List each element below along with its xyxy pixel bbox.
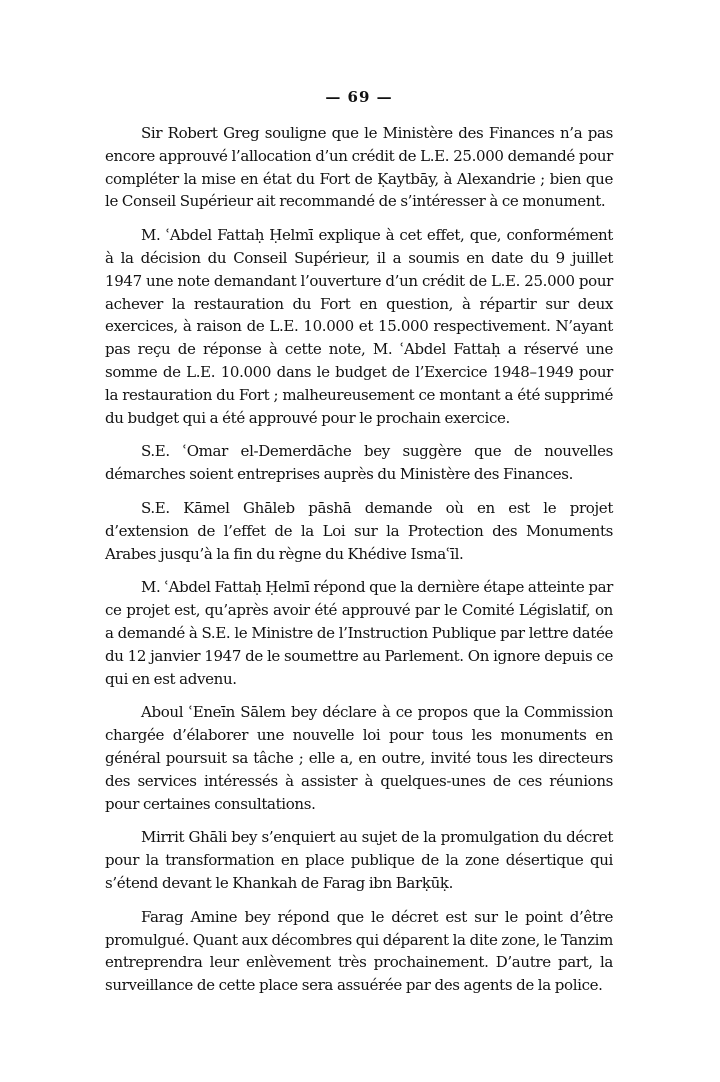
paragraph-salem: Aboul ʿEneīn Sālem bey déclare à ce propos que la Commission chargée d’élaborer une nouvelle loi pour tous les monuments en général poursuit sa tâche ; elle a, en outre, invité tous les directeurs des services intéressés à assister à quelques-unes de ces réunions pour certaines consultations. [105,703,613,813]
paragraph-ghaleb: S.E. Kāmel Ghāleb pāshā demande où en est le projet d’extension de l’effet de la Loi sur la Protection des Monuments Arabes jusqu’à la fin du règne du Khédive Ismaʿīl. [105,498,613,563]
paragraph-amine: Farag Amine bey répond que le décret est sur le point d’être promulgué. Quant aux décombres qui déparent la dite zone, le Tanzim entreprendra leur enlèvement très prochainement. D’autre part, la surveillance de cette place sera assuérée par des agents de la police. [105,907,613,995]
document-page [105,88,613,1008]
paragraph-helmi-explique: M. ʿAbdel Fattaḥ Ḥelmī explique à cet effet, que, conformément à la décision du Conseil Supérieur, il a soumis en date du 9 juillet 1947 une note demandant l’ouverture d’un crédit de L.E. 25.000 pour achever la restauration du Fort en question, à répartir sur deux exercices, à raison de L.E. 10.000 et 15.000 respectivement. N’ayant pas reçu de réponse à cette note, M. ʿAbdel Fattaḥ a réservé une somme de L.E. 10.000 dans le budget de l’Exercice 1948–1949 pour la restauration du Fort ; malheureusement ce montant a été supprimé du budget qui a été approuvé pour le prochain exercice. [105,226,613,427]
paragraph-greg: Sir Robert Greg souligne que le Ministère des Finances n’a pas encore approuvé l’allocation d’un crédit de L.E. 25.000 demandé pour compléter la mise en état du Fort de Ḳaytbāy, à Alexandrie ; bien que le Conseil Supérieur ait recommandé de s’intéresser à ce monument. [105,124,613,211]
paragraph-helmi-repond: M. ʿAbdel Fattaḥ Ḥelmī répond que la dernière étape atteinte par ce projet est, qu’après avoir été approuvé par le Comité Législatif, on a demandé à S.E. le Ministre de l’Instruction Publique par lettre datée du 12 janvier 1947 de le soumettre au Parlement. On ignore depuis ce qui en est advenu. [105,578,613,688]
paragraph-demerdache: S.E. ʿOmar el-Demerdāche bey suggère que de nouvelles démarches soient entreprises auprès du Ministère des Finances. [105,442,613,484]
paragraph-ghali: Mirrit Ghāli bey s’enquiert au sujet de la promulgation du décret pour la transformation en place publique de la zone désertique qui s’étend devant le Khankah de Farag ibn Barḳūḳ. [105,828,613,892]
page-number: — 69 — [325,88,393,106]
